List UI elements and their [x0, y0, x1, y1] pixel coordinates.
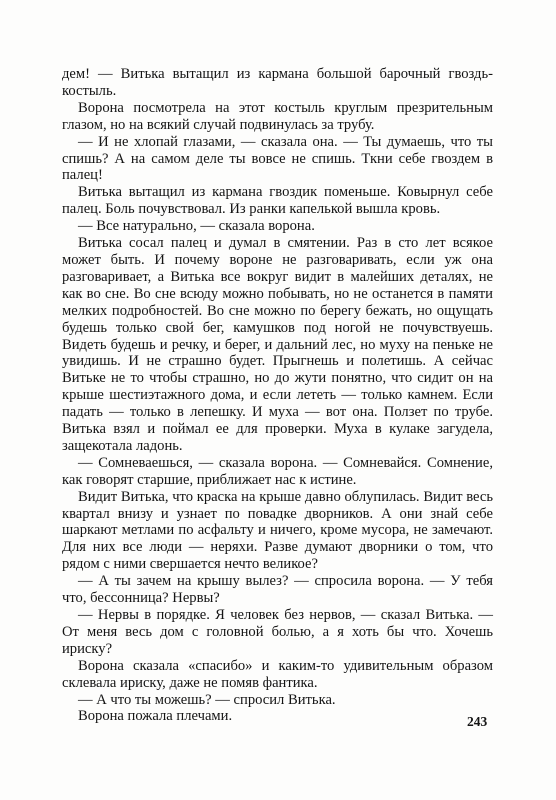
- paragraph-4: Витька вытащил из кармана гвоздик поменьше. Ковырнул себе палец. Боль почувствовал. Из ранки капелькой вышла кровь.: [62, 184, 493, 218]
- paragraph-5: — Все натурально, — сказала ворона.: [78, 218, 315, 235]
- paragraph-11: Ворона сказала «спасибо» и каким-то удивительным образом склевала ириску, даже не помяв фантика.: [62, 657, 493, 691]
- paragraph-12: — А что ты можешь? — спросил Витька.: [78, 691, 336, 708]
- paragraph-13: Ворона пожала плечами.: [78, 708, 233, 725]
- paragraph-3: — И не хлопай глазами, — сказала она. — Ты думаешь, что ты спишь? А на самом деле ты вовсе не спишь. Ткни себе гвоздем в палец!: [62, 133, 493, 184]
- paragraph-10: — Нервы в порядке. Я человек без нервов, — сказал Витька. — От меня весь дом с головной болью, а я хоть бы что. Хочешь ириску?: [62, 607, 493, 657]
- paragraph-2: Ворона посмотрела на этот костыль круглым презрительным глазом, но на всякий случай подвинулась за трубу.: [62, 99, 493, 133]
- paragraph-1: дем! — Витька вытащил из кармана большой барочный гвоздь-костыль.: [62, 66, 493, 99]
- paragraph-7: — Сомневаешься, — сказала ворона. — Сомневайся. Сомнение, как говорят старшие, приближает нас к истине.: [62, 454, 493, 488]
- paragraph-8: Видит Витька, что краска на крыше давно облупилась. Видит весь квартал внизу и узнает по повадке дворников. А они знай себе шаркают метлами по асфальту и ничего, кроме мусора, не замечают. Для них все люди — неряхи. Разве думают дворники о том, что рядом с ними свершается нечто великое?: [62, 488, 493, 573]
- body-text: [62, 66, 493, 725]
- paragraph-6: Витька сосал палец и думал в смятении. Раз в сто лет всякое может быть. И почему вороне не разговаривать, если уж она разговаривает, а Витька все вокруг видит в малейших деталях, не как во сне. Во сне всюду можно побывать, но не останется в памяти мелких подробностей. Во сне можно по берегу бежать, но ощущать будешь только свой бег, камушков под ногой не почувствуешь. Видеть будешь и речку, и берег, и дальний лес, но муху на пеньке не увидишь. И не страшно будет. Прыгнешь и полетишь. А сейчас Витьке не то чтобы страшно, но до жути понятно, что сидит он на крыше шестиэтажного дома, и если лететь — только камнем. Если падать — только в лепешку. И муха — вот она. Ползет по трубе. Витька взял и поймал ее для проверки. Муха в кулаке загудела, защекотала ладонь.: [62, 235, 493, 454]
- paragraph-9: — А ты зачем на крышу вылез? — спросила ворона. — У тебя что, бессонница? Нервы?: [62, 573, 493, 607]
- page-number: 243: [467, 714, 488, 729]
